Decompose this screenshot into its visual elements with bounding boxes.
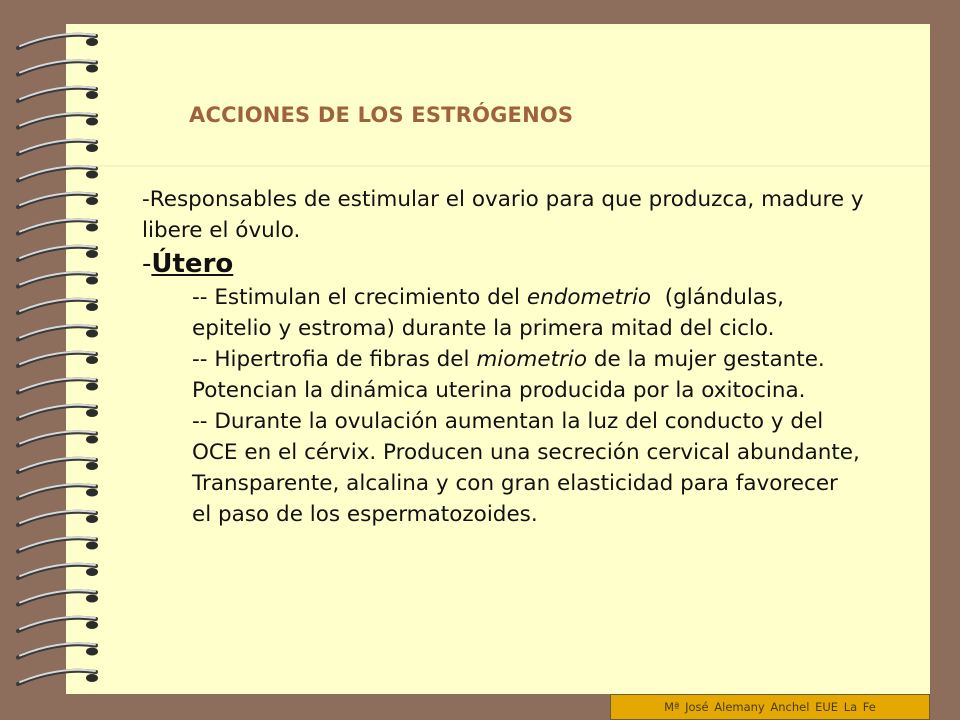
- spiral-coil: [18, 352, 98, 366]
- body-line-8: el paso de los espermatozoides.: [192, 502, 538, 527]
- spiral-coil: [18, 431, 98, 445]
- line-1-text: -- Estimulan el crecimiento del: [192, 285, 527, 310]
- footer-credit: Mª José Alemany Anchel EUE La Fe: [610, 694, 930, 720]
- body-line-5: -- Durante la ovulación aumentan la luz del conducto y del: [192, 409, 824, 434]
- slide-body: [142, 184, 922, 530]
- intro-paragraph: -Responsables de estimular el ovario para que produzca, madure y libere el óvulo.: [142, 187, 864, 243]
- spiral-coil: [18, 617, 98, 631]
- spiral-coil: [18, 219, 98, 233]
- spiral-coil: [18, 564, 98, 578]
- spiral-coil: [18, 458, 98, 472]
- spiral-coil: [18, 325, 98, 339]
- body-line-3: [192, 344, 922, 375]
- body-line-7: Transparente, alcalina y con gran elasticidad para favorecer: [192, 471, 838, 496]
- line-3-rest: de la mujer gestante.: [586, 347, 825, 372]
- spiral-binding-icon: [0, 0, 130, 720]
- spiral-coil: [18, 60, 98, 74]
- spiral-coil: [18, 34, 98, 48]
- spiral-coil: [18, 140, 98, 154]
- spiral-coil: [18, 246, 98, 260]
- spiral-coil: [18, 166, 98, 180]
- endometrio-term: endometrio: [526, 285, 652, 310]
- line-3-text: -- Hipertrofia de fibras del: [192, 347, 477, 372]
- spiral-coil: [18, 299, 98, 313]
- line-1-rest: (glándulas,: [651, 285, 785, 310]
- section-heading: [142, 246, 922, 282]
- heading-utero: Útero: [151, 249, 234, 279]
- body-line-6: OCE en el cérvix. Producen una secreción cervical abundante,: [192, 440, 860, 465]
- heading-dash: -: [142, 249, 152, 279]
- miometrio-term: miometrio: [476, 347, 587, 372]
- body-line-4: Potencian la dinámica uterina producida por la oxitocina.: [192, 378, 806, 403]
- spiral-coil: [18, 643, 98, 657]
- spiral-coil: [18, 670, 98, 684]
- header-divider: [66, 165, 930, 167]
- spiral-coil: [18, 484, 98, 498]
- spiral-coil: [18, 193, 98, 207]
- spiral-coil: [18, 537, 98, 551]
- slide-title: ACCIONES DE LOS ESTRÓGENOS: [189, 103, 574, 127]
- spiral-coil: [18, 511, 98, 525]
- spiral-coil: [18, 87, 98, 101]
- spiral-coil: [18, 272, 98, 286]
- spiral-coil: [18, 113, 98, 127]
- spiral-coil: [18, 405, 98, 419]
- body-line-1: [192, 282, 922, 313]
- body-line-2: epitelio y estroma) durante la primera mitad del ciclo.: [192, 316, 775, 341]
- spiral-coil: [18, 590, 98, 604]
- spiral-coil: [18, 378, 98, 392]
